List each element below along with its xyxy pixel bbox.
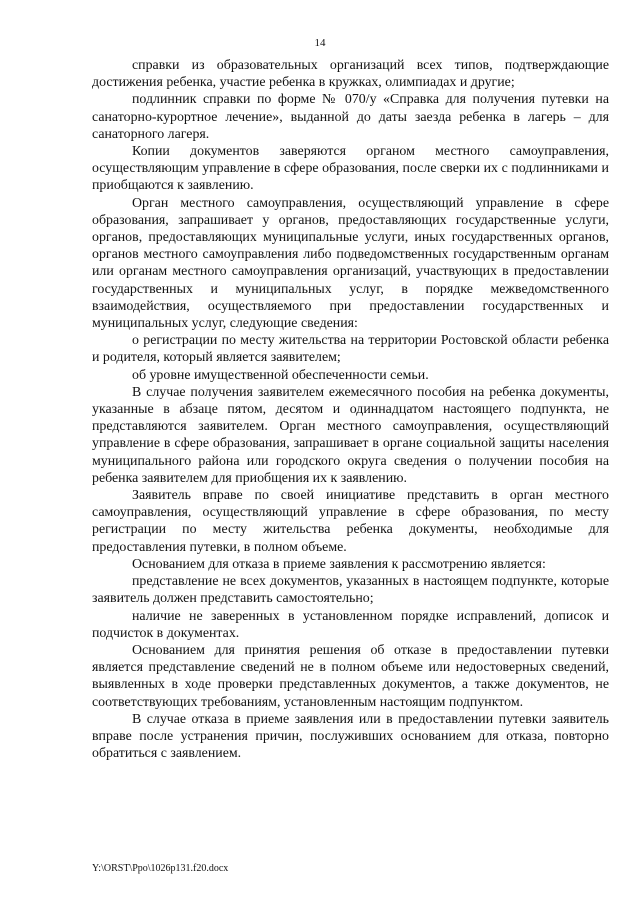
paragraph: справки из образовательных организаций всех типов, подтверждающие достижения ребенка, участие ребенка в кружках, олимпиадах и другие; — [92, 58, 609, 91]
paragraph: Орган местного самоуправления, осуществляющий управление в сфере образования, запрашивает у органов, предоставляющих государственные услуги, органов, предоставляющих муниципальные услуги, иных государственных органов, органов местного самоуправления либо подведомственных государственным органам или органам местного самоуправления организаций, участвующих в предоставлении государственных и муниципальных услуг, в порядке межведомственного взаимодействия, осуществляемого при предоставлении государственных и муниципальных услуг, следующие сведения: — [92, 195, 609, 332]
page-number: 14 — [314, 37, 326, 49]
paragraph: подлинник справки по форме № 070/у «Справка для получения путевки на санаторно-курортное лечение», выданной до даты заезда ребенка в лагерь – для санаторного лагеря. — [92, 92, 609, 142]
paragraph: Заявитель вправе по своей инициативе представить в орган местного самоуправления, осуществляющий управление в сфере образования, по месту регистрации по месту жительства ребенка документы, необходимые для предоставления путевки, в полном объеме. — [92, 488, 609, 555]
paragraph: наличие не заверенных в установленном порядке исправлений, дописок и подчисток в документах. — [92, 608, 609, 641]
paragraph: Основанием для отказа в приеме заявления к рассмотрению является: — [132, 556, 546, 572]
paragraph: представление не всех документов, указанных в настоящем подпункте, которые заявитель должен представить самостоятельно; — [92, 574, 609, 607]
paragraph: В случае отказа в приеме заявления или в предоставлении путевки заявитель вправе после устранения причин, послуживших основанием для отказа, повторно обратиться с заявлением. — [92, 711, 609, 762]
file-path-footer: Y:\ORST\Ppo\1026p131.f20.docx — [92, 863, 229, 874]
paragraph: Копии документов заверяются органом местного самоуправления, осуществляющим управление в сфере образования, после сверки их с подлинниками и приобщаются к заявлению. — [92, 144, 609, 194]
paragraph: об уровне имущественной обеспеченности семьи. — [132, 367, 429, 383]
paragraph: В случае получения заявителем ежемесячного пособия на ребенка документы, указанные в абзаце пятом, десятом и одиннадцатом настоящего подпункта, не представляются заявителем. Орган местного самоуправления, осуществляющий управление в сфере образования, запрашивает в органе социальной защиты населения муниципального района или городского округа сведения о получении пособия на ребенка заявителем для приобщения их к заявлению. — [92, 384, 609, 486]
document-body — [92, 57, 609, 762]
paragraph: о регистрации по месту жительства на территории Ростовской области ребенка и родителя, который является заявителем; — [92, 333, 609, 366]
paragraph: Основанием для принятия решения об отказе в предоставлении путевки является представление сведений не в полном объеме или недостоверных сведений, выявленных в ходе проверки представленных документов, а также документов, не соответствующих требованиям, установленным настоящим подпунктом. — [92, 642, 609, 710]
